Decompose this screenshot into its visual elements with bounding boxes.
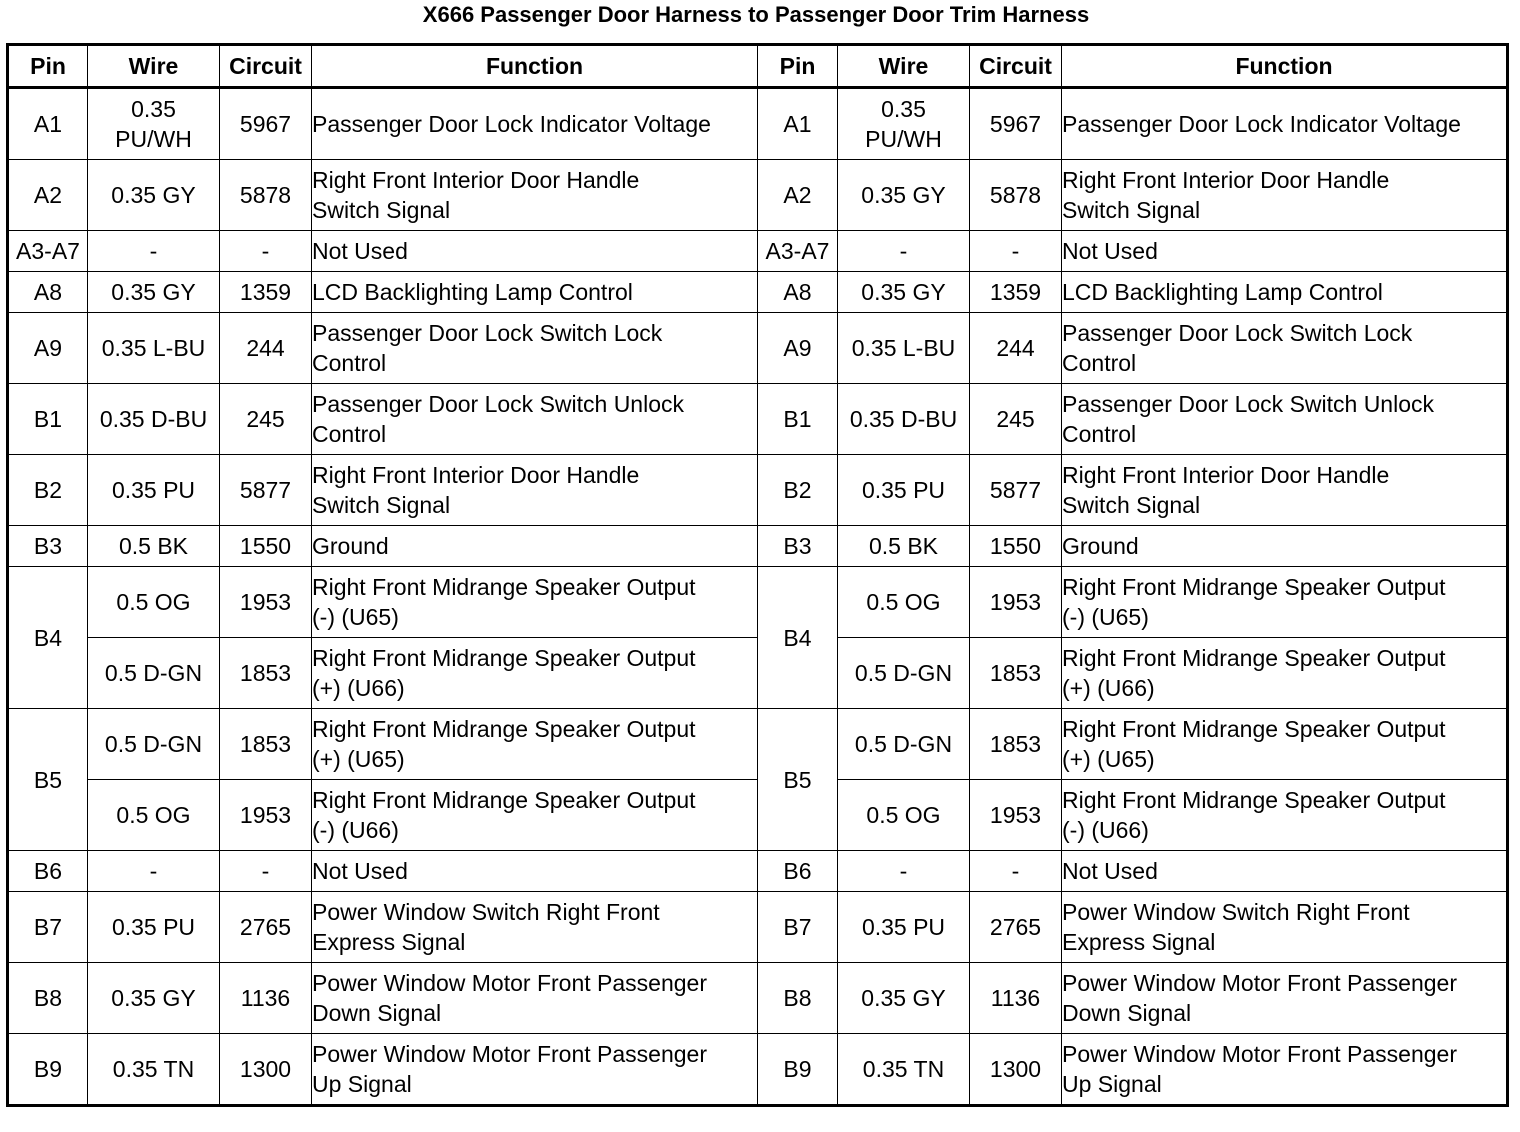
function-cell-line: Ground bbox=[1062, 533, 1139, 559]
pin-cell bbox=[8, 88, 88, 160]
pin-cell-line: A8 bbox=[33, 279, 63, 305]
wire-cell bbox=[88, 963, 220, 1034]
circuit-cell-line: 1953 bbox=[239, 589, 292, 615]
pin-cell-line: B1 bbox=[33, 406, 63, 432]
wire-cell-line: PU/WH bbox=[865, 126, 942, 152]
circuit-cell-line: 5967 bbox=[989, 111, 1042, 137]
function-cell-line: LCD Backlighting Lamp Control bbox=[312, 279, 633, 305]
wire-cell-line: 0.5 D-GN bbox=[104, 731, 203, 757]
wire-cell-line: 0.5 OG bbox=[866, 589, 941, 615]
circuit-cell-line: 1136 bbox=[990, 985, 1041, 1011]
circuit-cell-line: 1300 bbox=[239, 1056, 292, 1082]
function-cell bbox=[1062, 851, 1508, 892]
function-cell-line: Right Front Midrange Speaker Output bbox=[312, 716, 696, 742]
pin-cell-line: B9 bbox=[33, 1056, 63, 1082]
circuit-cell-line: 1300 bbox=[989, 1056, 1042, 1082]
function-cell bbox=[312, 231, 758, 272]
circuit-cell-line: 5877 bbox=[989, 477, 1042, 503]
pin-cell-line: A1 bbox=[783, 111, 812, 137]
function-cell bbox=[312, 1034, 758, 1106]
table-row bbox=[8, 892, 1508, 963]
wire-cell bbox=[838, 88, 970, 160]
circuit-cell-line: 1550 bbox=[989, 533, 1042, 559]
circuit-cell bbox=[220, 384, 312, 455]
function-cell-line: Passenger Door Lock Switch Unlock bbox=[312, 391, 684, 417]
pin-cell bbox=[758, 231, 838, 272]
wire-cell bbox=[88, 567, 220, 638]
circuit-cell-line: 245 bbox=[996, 406, 1035, 432]
circuit-cell-line: 244 bbox=[246, 335, 285, 361]
wire-cell bbox=[88, 160, 220, 231]
function-cell-line: Down Signal bbox=[312, 1000, 442, 1026]
wire-cell-line: 0.35 L-BU bbox=[101, 335, 206, 361]
function-cell-line: Not Used bbox=[312, 858, 408, 884]
wire-cell-line: 0.35 GY bbox=[111, 985, 196, 1011]
function-cell-line: Control bbox=[1062, 421, 1137, 447]
wire-cell bbox=[838, 851, 970, 892]
wire-cell bbox=[88, 455, 220, 526]
pin-cell-line: B9 bbox=[783, 1056, 812, 1082]
function-cell-line: Passenger Door Lock Switch Unlock bbox=[1062, 391, 1434, 417]
wire-cell bbox=[88, 272, 220, 313]
function-cell bbox=[312, 638, 758, 709]
circuit-cell-line: - bbox=[261, 238, 270, 264]
wire-cell-line: - bbox=[149, 238, 158, 264]
pin-cell bbox=[8, 851, 88, 892]
function-cell bbox=[1062, 780, 1508, 851]
circuit-cell bbox=[220, 709, 312, 780]
circuit-cell-line: - bbox=[1011, 238, 1020, 264]
wire-cell-line: 0.35 GY bbox=[861, 985, 946, 1011]
function-cell bbox=[1062, 526, 1508, 567]
function-cell bbox=[1062, 567, 1508, 638]
pin-cell-line: A9 bbox=[33, 335, 63, 361]
header-pin: Pin bbox=[758, 45, 838, 88]
table-row bbox=[8, 963, 1508, 1034]
circuit-cell bbox=[970, 638, 1062, 709]
pin-cell bbox=[8, 709, 88, 851]
wire-cell bbox=[88, 384, 220, 455]
function-cell-line: Down Signal bbox=[1062, 1000, 1192, 1026]
pin-cell bbox=[758, 313, 838, 384]
function-cell-line: Express Signal bbox=[1062, 929, 1216, 955]
function-cell-line: Passenger Door Lock Indicator Voltage bbox=[312, 111, 711, 137]
header-wire: Wire bbox=[838, 45, 970, 88]
wire-cell-line: 0.35 PU bbox=[111, 914, 196, 940]
function-cell bbox=[312, 851, 758, 892]
function-cell bbox=[1062, 88, 1508, 160]
circuit-cell bbox=[220, 567, 312, 638]
circuit-cell bbox=[220, 892, 312, 963]
pin-cell bbox=[758, 88, 838, 160]
wire-cell-line: 0.35 PU bbox=[861, 914, 946, 940]
wire-cell-line: 0.35 TN bbox=[862, 1056, 945, 1082]
wire-cell-line: 0.35 PU bbox=[111, 477, 196, 503]
circuit-cell bbox=[220, 1034, 312, 1106]
function-cell-line: Ground bbox=[312, 533, 389, 559]
function-cell-line: (+) (U66) bbox=[312, 675, 405, 701]
function-cell-line: Right Front Interior Door Handle bbox=[1062, 462, 1390, 488]
circuit-cell-line: 2765 bbox=[239, 914, 292, 940]
wire-cell bbox=[88, 892, 220, 963]
circuit-cell bbox=[970, 963, 1062, 1034]
circuit-cell bbox=[970, 780, 1062, 851]
wire-cell-line: 0.5 BK bbox=[118, 533, 189, 559]
wire-cell bbox=[838, 567, 970, 638]
header-circuit: Circuit bbox=[220, 45, 312, 88]
function-cell-line: Not Used bbox=[1062, 858, 1158, 884]
function-cell-line: LCD Backlighting Lamp Control bbox=[1062, 279, 1383, 305]
function-cell-line: Passenger Door Lock Switch Lock bbox=[1062, 320, 1413, 346]
function-cell-line: Switch Signal bbox=[1062, 197, 1201, 223]
function-cell-line: Control bbox=[312, 350, 387, 376]
function-cell-line: Passenger Door Lock Switch Lock bbox=[312, 320, 663, 346]
wire-cell bbox=[838, 272, 970, 313]
table-row bbox=[8, 851, 1508, 892]
circuit-cell-line: 5967 bbox=[239, 111, 292, 137]
function-cell-line: Control bbox=[312, 421, 387, 447]
circuit-cell bbox=[970, 709, 1062, 780]
function-cell-line: Right Front Midrange Speaker Output bbox=[1062, 716, 1446, 742]
table-row bbox=[8, 526, 1508, 567]
function-cell bbox=[1062, 963, 1508, 1034]
circuit-cell bbox=[970, 892, 1062, 963]
function-cell-line: Right Front Midrange Speaker Output bbox=[1062, 574, 1446, 600]
pin-cell-line: B6 bbox=[33, 858, 63, 884]
pin-cell bbox=[758, 160, 838, 231]
pin-cell-line: B5 bbox=[33, 766, 63, 793]
header-circuit: Circuit bbox=[970, 45, 1062, 88]
circuit-cell bbox=[970, 272, 1062, 313]
wire-cell bbox=[88, 709, 220, 780]
pin-cell bbox=[758, 526, 838, 567]
wire-cell-line: - bbox=[149, 858, 158, 884]
circuit-cell bbox=[970, 88, 1062, 160]
function-cell bbox=[1062, 384, 1508, 455]
function-cell bbox=[1062, 638, 1508, 709]
pin-cell-line: B2 bbox=[33, 477, 63, 503]
pin-cell-line: B6 bbox=[783, 858, 812, 884]
pin-cell bbox=[8, 567, 88, 709]
function-cell-line: Switch Signal bbox=[1062, 492, 1201, 518]
circuit-cell-line: 245 bbox=[246, 406, 285, 432]
circuit-cell-line: 5878 bbox=[239, 182, 292, 208]
circuit-cell bbox=[970, 851, 1062, 892]
function-cell-line: Passenger Door Lock Indicator Voltage bbox=[1062, 111, 1461, 137]
pin-cell-line: A2 bbox=[783, 182, 812, 208]
function-cell-line: Right Front Midrange Speaker Output bbox=[312, 574, 696, 600]
circuit-cell bbox=[220, 851, 312, 892]
function-cell-line: Right Front Midrange Speaker Output bbox=[1062, 787, 1446, 813]
function-cell-line: Power Window Motor Front Passenger bbox=[312, 1041, 707, 1067]
function-cell-line: (+) (U66) bbox=[1062, 675, 1155, 701]
wire-cell bbox=[838, 313, 970, 384]
function-cell-line: Right Front Midrange Speaker Output bbox=[312, 645, 696, 671]
function-cell-line: (-) (U66) bbox=[312, 817, 399, 843]
wire-cell-line: 0.5 D-GN bbox=[854, 660, 953, 686]
circuit-cell bbox=[970, 313, 1062, 384]
wire-cell-line: 0.35 bbox=[881, 96, 926, 122]
circuit-cell-line: 2765 bbox=[989, 914, 1042, 940]
wire-cell bbox=[838, 160, 970, 231]
pin-cell bbox=[758, 963, 838, 1034]
circuit-cell bbox=[220, 160, 312, 231]
pin-cell bbox=[8, 526, 88, 567]
pin-cell-line: B3 bbox=[33, 533, 63, 559]
wire-cell-line: 0.5 BK bbox=[868, 533, 939, 559]
table-row bbox=[8, 1034, 1508, 1106]
header-function: Function bbox=[312, 45, 758, 88]
wire-cell-line: 0.35 bbox=[131, 96, 176, 122]
table-row bbox=[8, 160, 1508, 231]
function-cell-line: Express Signal bbox=[312, 929, 466, 955]
wire-cell bbox=[838, 963, 970, 1034]
function-cell-line: Not Used bbox=[1062, 238, 1158, 264]
pin-cell bbox=[758, 1034, 838, 1106]
function-cell-line: Switch Signal bbox=[312, 197, 451, 223]
wire-cell-line: 0.35 D-BU bbox=[99, 406, 208, 432]
header-wire: Wire bbox=[88, 45, 220, 88]
wire-cell bbox=[88, 1034, 220, 1106]
circuit-cell bbox=[220, 526, 312, 567]
circuit-cell-line: 244 bbox=[996, 335, 1035, 361]
function-cell bbox=[1062, 272, 1508, 313]
function-cell-line: Not Used bbox=[312, 238, 408, 264]
function-cell bbox=[312, 963, 758, 1034]
pin-cell-line: B5 bbox=[783, 766, 812, 793]
pin-cell-line: B8 bbox=[783, 985, 812, 1011]
table-row bbox=[8, 384, 1508, 455]
pin-cell bbox=[758, 709, 838, 851]
circuit-cell bbox=[220, 88, 312, 160]
wire-cell bbox=[88, 231, 220, 272]
table-row bbox=[8, 88, 1508, 160]
function-cell bbox=[312, 709, 758, 780]
function-cell-line: (-) (U66) bbox=[1062, 817, 1149, 843]
function-cell bbox=[312, 88, 758, 160]
circuit-cell bbox=[970, 160, 1062, 231]
function-cell-line: (+) (U65) bbox=[1062, 746, 1155, 772]
circuit-cell-line: 1359 bbox=[239, 279, 292, 305]
wire-cell bbox=[88, 526, 220, 567]
wire-cell-line: 0.5 OG bbox=[116, 589, 191, 615]
pin-cell bbox=[8, 313, 88, 384]
function-cell-line: Power Window Switch Right Front bbox=[1062, 899, 1410, 925]
wire-cell-line: 0.5 D-GN bbox=[854, 731, 953, 757]
circuit-cell-line: - bbox=[261, 858, 270, 884]
function-cell bbox=[1062, 231, 1508, 272]
function-cell bbox=[312, 780, 758, 851]
function-cell bbox=[312, 272, 758, 313]
function-cell bbox=[1062, 455, 1508, 526]
function-cell bbox=[1062, 313, 1508, 384]
function-cell-line: (-) (U65) bbox=[1062, 604, 1149, 630]
function-cell-line: Right Front Midrange Speaker Output bbox=[312, 787, 696, 813]
pin-cell-line: A2 bbox=[33, 182, 63, 208]
pin-cell bbox=[758, 384, 838, 455]
circuit-cell-line: - bbox=[1011, 858, 1020, 884]
wire-cell bbox=[88, 313, 220, 384]
wire-cell bbox=[838, 709, 970, 780]
table-row bbox=[8, 709, 1508, 780]
circuit-cell-line: 1853 bbox=[239, 731, 292, 757]
page-title: X666 Passenger Door Harness to Passenger Door Trim Harness bbox=[422, 2, 1090, 27]
function-cell-line: Switch Signal bbox=[312, 492, 451, 518]
pin-cell-line: A3-A7 bbox=[765, 238, 830, 264]
function-cell-line: (-) (U65) bbox=[312, 604, 399, 630]
pin-cell-line: A8 bbox=[783, 279, 812, 305]
pin-cell-line: B2 bbox=[783, 477, 812, 503]
pin-cell-line: A1 bbox=[33, 111, 63, 137]
pin-cell bbox=[758, 892, 838, 963]
pin-cell-line: B1 bbox=[783, 406, 812, 432]
function-cell bbox=[312, 526, 758, 567]
pin-cell bbox=[8, 963, 88, 1034]
wire-cell bbox=[838, 638, 970, 709]
pin-cell-line: B8 bbox=[33, 985, 63, 1011]
wire-cell-line: 0.35 GY bbox=[861, 279, 946, 305]
wire-cell bbox=[838, 384, 970, 455]
pin-cell-line: A9 bbox=[783, 335, 812, 361]
function-cell bbox=[312, 892, 758, 963]
wire-cell-line: PU/WH bbox=[115, 126, 192, 152]
function-cell-line: Right Front Midrange Speaker Output bbox=[1062, 645, 1446, 671]
wire-cell bbox=[88, 851, 220, 892]
wire-cell-line: 0.35 TN bbox=[112, 1056, 195, 1082]
wire-cell-line: 0.35 L-BU bbox=[851, 335, 956, 361]
header-row bbox=[8, 45, 1508, 88]
header-function: Function bbox=[1062, 45, 1508, 88]
wire-cell-line: 0.35 GY bbox=[861, 182, 946, 208]
circuit-cell bbox=[220, 455, 312, 526]
circuit-cell bbox=[970, 384, 1062, 455]
circuit-cell-line: 1136 bbox=[240, 985, 291, 1011]
pin-cell bbox=[8, 272, 88, 313]
pin-cell bbox=[8, 455, 88, 526]
function-cell-line: Power Window Motor Front Passenger bbox=[1062, 1041, 1457, 1067]
table-row bbox=[8, 231, 1508, 272]
pin-cell bbox=[758, 851, 838, 892]
circuit-cell bbox=[970, 567, 1062, 638]
circuit-cell-line: 5878 bbox=[989, 182, 1042, 208]
circuit-cell bbox=[220, 780, 312, 851]
pin-cell-line: B4 bbox=[783, 624, 812, 651]
circuit-cell bbox=[220, 313, 312, 384]
connector-pinout-table bbox=[6, 43, 1509, 1107]
wire-cell-line: 0.5 OG bbox=[116, 802, 191, 828]
function-cell-line: Power Window Switch Right Front bbox=[312, 899, 660, 925]
function-cell bbox=[1062, 160, 1508, 231]
circuit-cell-line: 5877 bbox=[239, 477, 292, 503]
function-cell-line: Right Front Interior Door Handle bbox=[312, 462, 640, 488]
pin-cell bbox=[8, 384, 88, 455]
wire-cell bbox=[88, 780, 220, 851]
function-cell bbox=[1062, 1034, 1508, 1106]
wire-cell bbox=[838, 526, 970, 567]
wire-cell-line: 0.5 OG bbox=[866, 802, 941, 828]
table-row bbox=[8, 313, 1508, 384]
wire-cell bbox=[838, 892, 970, 963]
function-cell-line: Power Window Motor Front Passenger bbox=[312, 970, 707, 996]
function-cell-line: Control bbox=[1062, 350, 1137, 376]
pin-cell-line: B7 bbox=[33, 914, 63, 940]
wire-cell-line: 0.35 PU bbox=[861, 477, 946, 503]
wire-cell-line: 0.35 GY bbox=[111, 182, 196, 208]
wire-cell-line: 0.5 D-GN bbox=[104, 660, 203, 686]
wire-cell bbox=[838, 231, 970, 272]
circuit-cell-line: 1953 bbox=[989, 802, 1042, 828]
function-cell bbox=[312, 384, 758, 455]
function-cell bbox=[312, 313, 758, 384]
pin-cell bbox=[758, 455, 838, 526]
circuit-cell bbox=[220, 231, 312, 272]
function-cell bbox=[312, 455, 758, 526]
table-row bbox=[8, 272, 1508, 313]
pin-cell bbox=[8, 1034, 88, 1106]
pin-cell-line: B7 bbox=[783, 914, 812, 940]
circuit-cell bbox=[220, 272, 312, 313]
wire-cell bbox=[838, 1034, 970, 1106]
function-cell bbox=[312, 567, 758, 638]
function-cell-line: Up Signal bbox=[1062, 1071, 1162, 1097]
function-cell-line: Power Window Motor Front Passenger bbox=[1062, 970, 1457, 996]
wire-cell bbox=[88, 88, 220, 160]
function-cell bbox=[1062, 709, 1508, 780]
circuit-cell-line: 1853 bbox=[989, 660, 1042, 686]
function-cell-line: (+) (U65) bbox=[312, 746, 405, 772]
pin-cell-line: B4 bbox=[33, 624, 63, 651]
circuit-cell bbox=[970, 455, 1062, 526]
circuit-cell bbox=[970, 1034, 1062, 1106]
function-cell-line: Up Signal bbox=[312, 1071, 412, 1097]
pin-cell-line: A3-A7 bbox=[16, 238, 80, 264]
circuit-cell-line: 1359 bbox=[989, 279, 1042, 305]
header-pin: Pin bbox=[8, 45, 88, 88]
circuit-cell bbox=[970, 231, 1062, 272]
circuit-cell-line: 1853 bbox=[239, 660, 292, 686]
wire-cell bbox=[838, 455, 970, 526]
table-row bbox=[8, 567, 1508, 638]
circuit-cell-line: 1953 bbox=[989, 589, 1042, 615]
wire-cell bbox=[838, 780, 970, 851]
circuit-cell bbox=[970, 526, 1062, 567]
circuit-cell-line: 1953 bbox=[239, 802, 292, 828]
function-cell bbox=[1062, 892, 1508, 963]
pin-cell bbox=[8, 160, 88, 231]
function-cell-line: Right Front Interior Door Handle bbox=[1062, 167, 1390, 193]
circuit-cell-line: 1550 bbox=[239, 533, 292, 559]
circuit-cell bbox=[220, 963, 312, 1034]
wire-cell bbox=[88, 638, 220, 709]
table-row bbox=[8, 455, 1508, 526]
wire-cell-line: - bbox=[899, 238, 908, 264]
pin-cell bbox=[758, 567, 838, 709]
wire-cell-line: 0.35 D-BU bbox=[849, 406, 958, 432]
pin-cell bbox=[8, 892, 88, 963]
function-cell-line: Right Front Interior Door Handle bbox=[312, 167, 640, 193]
pin-cell bbox=[758, 272, 838, 313]
function-cell bbox=[312, 160, 758, 231]
wire-cell-line: 0.35 GY bbox=[111, 279, 196, 305]
circuit-cell bbox=[220, 638, 312, 709]
pin-cell bbox=[8, 231, 88, 272]
pin-cell-line: B3 bbox=[783, 533, 812, 559]
circuit-cell-line: 1853 bbox=[989, 731, 1042, 757]
wire-cell-line: - bbox=[899, 858, 908, 884]
